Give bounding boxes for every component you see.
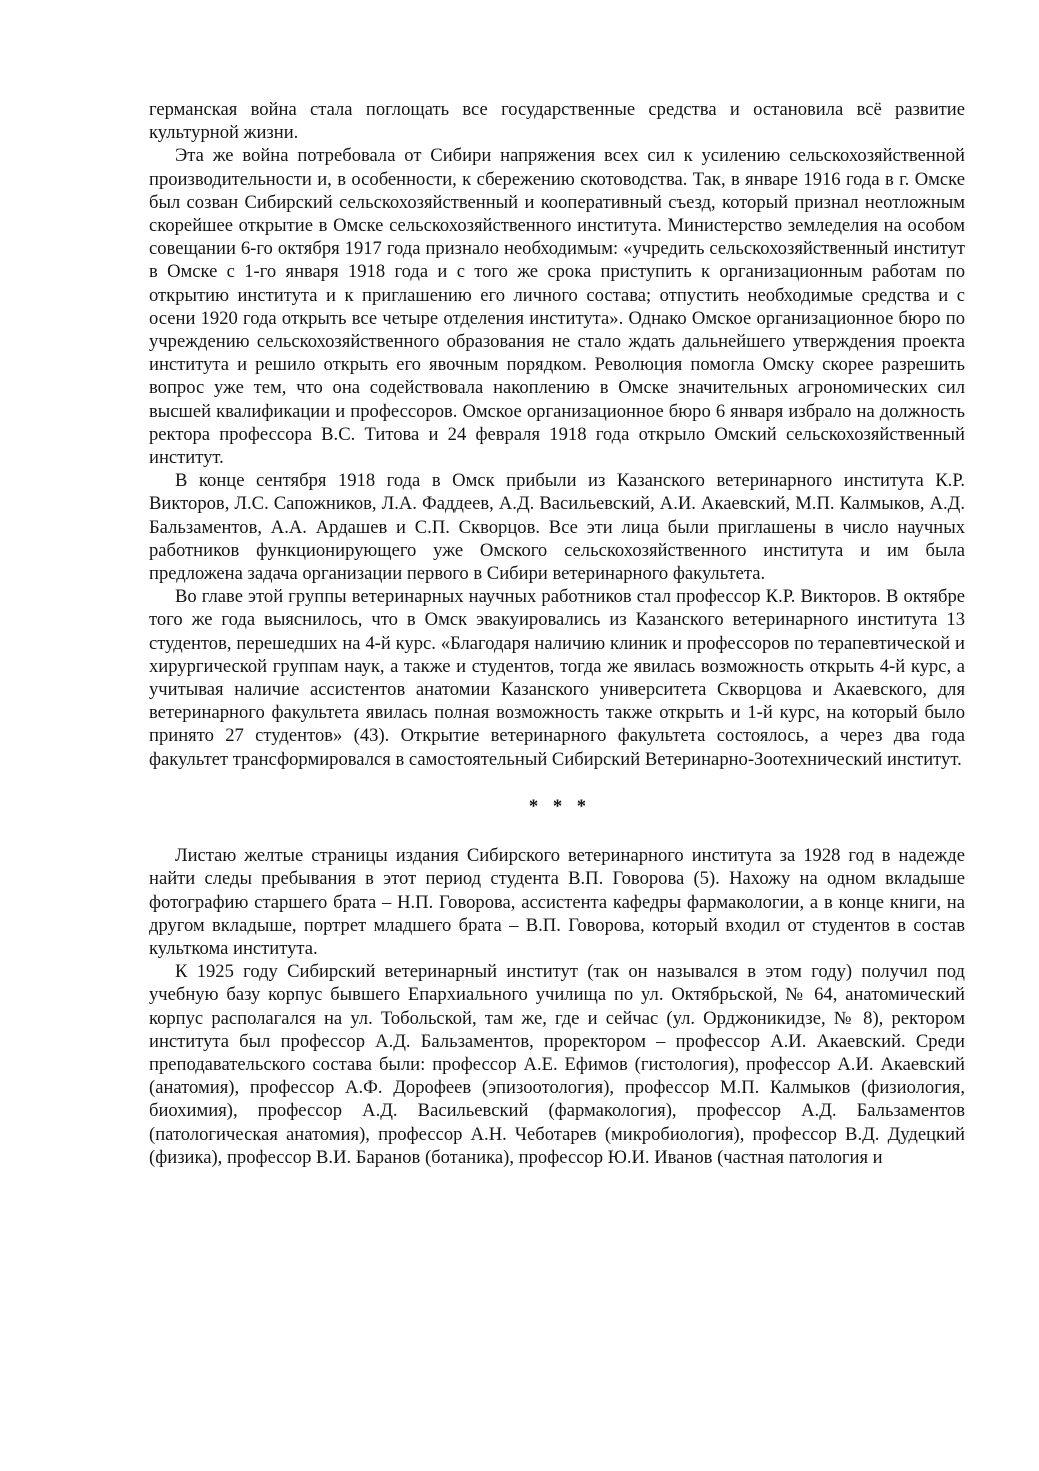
paragraph-war-consequences: германская война стала поглощать все государственные средства и остановила всё развитие культурной жизни. <box>149 99 965 144</box>
paragraph-viktorov-faculty: Во главе этой группы ветеринарных научных работников стал профессор К.Р. Викторов. В октябре того же года выяснилось, что в Омск эвакуировались из Казанского ветеринарного института 13 студентов, перешедших на 4-й курс. «Благодаря наличию клиник и профессоров по терапевтической и хирургической группам наук, а также и студентов, тогда же явилась возможность открыть 4-й курс, а учитывая наличие ассистентов анатомии Казанского университета Скворцова и Акаевского, для ветеринарного факультета явилась полная возможность также открыть и 1-й курс, на который было принято 27 студентов» (43). Открытие ветеринарного факультета состоялось, а через два года факультет трансформировался в самостоятельный Сибирский Ветеринарно-Зоотехнический институт. <box>149 586 965 770</box>
paragraph-omsk-institute-founding: Эта же война потребовала от Сибири напряжения всех сил к усилению сельскохозяйственной производительности и, в особенности, к сбережению скотоводства. Так, в январе 1916 года в г. Омске был созван Сибирский сельскохозяйственный и кооперативный съезд, который признал неотложным скорейшее открытие в Омске сельскохозяйственного института. Министерство земледелия на особом совещании 6-го октября 1917 года признало необходимым: «учредить сельскохозяйственный институт в Омске с 1-го января 1918 года и с того же срока приступить к организационным работам по открытию института и к приглашению его личного состава; отпустить необходимые средства и с осени 1920 года открыть все четыре отделения института». Однако Омское организационное бюро по учреждению сельскохозяйственного образования не стало ждать дальнейшего утверждения проекта института и решило открыть его явочным порядком. Революция помогла Омску скорее разрешить вопрос уже тем, что она содействовала накоплению в Омске значительных агрономических сил высшей квалификации и профессоров. Омское организационное бюро 6 января избрало на должность ректора профессора В.С. Титова и 24 февраля 1918 года открыло Омский сельскохозяйственный институт. <box>149 145 965 469</box>
paragraph-kazan-arrivals: В конце сентября 1918 года в Омск прибыли из Казанского ветеринарного института К.Р. Викторов, Л.С. Сапожников, Л.А. Фаддеев, А.Д. Васильевский, А.И. Акаевский, М.П. Калмыков, А.Д. Бальзаментов, А.А. Ардашев и С.П. Скворцов. Все эти лица были приглашены в число научных работников функционирующего уже Омского сельскохозяйственного института и им была предложена задача организации первого в Сибири ветеринарного факультета. <box>149 470 965 585</box>
paragraph-institute-1925-staff: К 1925 году Сибирский ветеринарный институт (так он назывался в этом году) получил под учебную базу корпус бывшего Епархиального училища по ул. Октябрьской, № 64, анатомический корпус располагался на ул. Тобольской, там же, где и сейчас (ул. Орджоникидзе, № 8), ректором института был профессор А.Д. Бальзаментов, проректором – профессор А.И. Акаевский. Среди преподавательского состава были: профессор А.Е. Ефимов (гистология), профессор А.И. Акаевский (анатомия), профессор А.Ф. Дорофеев (эпизоотология), профессор М.П. Калмыков (физиология, биохимия), профессор А.Д. Васильевский (фармакология), профессор А.Д. Бальзаментов (патологическая анатомия), профессор А.Н. Чеботарев (микробиология), профессор В.Д. Дудецкий (физика), профессор В.И. Баранов (ботаника), профессор Ю.И. Иванов (частная патология и <box>149 961 965 1168</box>
paragraph-govorov-brothers: Листаю желтые страницы издания Сибирского ветеринарного института за 1928 год в надежде найти следы пребывания в этот период студента В.П. Говорова (5). Нахожу на одном вкладыше фотографию старшего брата – Н.П. Говорова, ассистента кафедры фармакологии, а в конце книги, на другом вкладыше, портрет младшего брата – В.П. Говорова, который входил от студентов в состав культкома института. <box>149 845 965 959</box>
section-separator: * * * <box>528 795 592 817</box>
document-page <box>149 98 965 1169</box>
